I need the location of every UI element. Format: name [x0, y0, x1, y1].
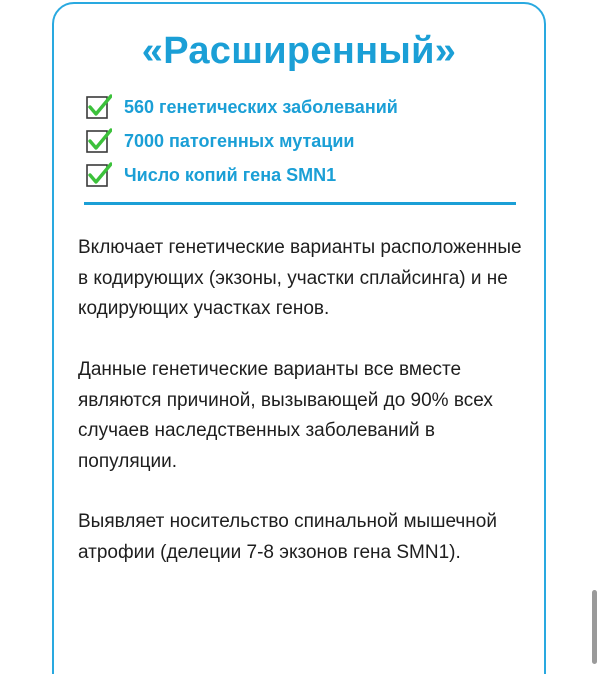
description-paragraph: Включает генетические варианты расположенные в кодирующих (экзоны, участки сплайсинга) и не кодирующих участках генов.	[78, 237, 522, 319]
divider	[84, 202, 516, 205]
plan-card	[52, 2, 546, 674]
check-icon	[86, 162, 112, 188]
feature-label: Число копий гена SMN1	[124, 164, 337, 185]
feature-item	[86, 158, 398, 192]
feature-label: 7000 патогенных мутации	[124, 130, 355, 151]
check-icon	[86, 94, 112, 120]
feature-item	[86, 90, 398, 124]
scrollbar[interactable]	[592, 590, 597, 664]
description-paragraph: Данные генетические варианты все вместе являются причиной, вызывающей до 90% всех случаев наследственных заболеваний в популяции.	[78, 359, 493, 472]
feature-item	[86, 124, 398, 158]
feature-list	[86, 90, 398, 192]
check-icon	[86, 128, 112, 154]
feature-label: 560 генетических заболеваний	[124, 96, 398, 117]
plan-title: «Расширенный»	[141, 30, 457, 72]
description-paragraph: Выявляет носительство спинальной мышечной атрофии (делеции 7-8 экзонов гена SMN1).	[78, 511, 497, 563]
